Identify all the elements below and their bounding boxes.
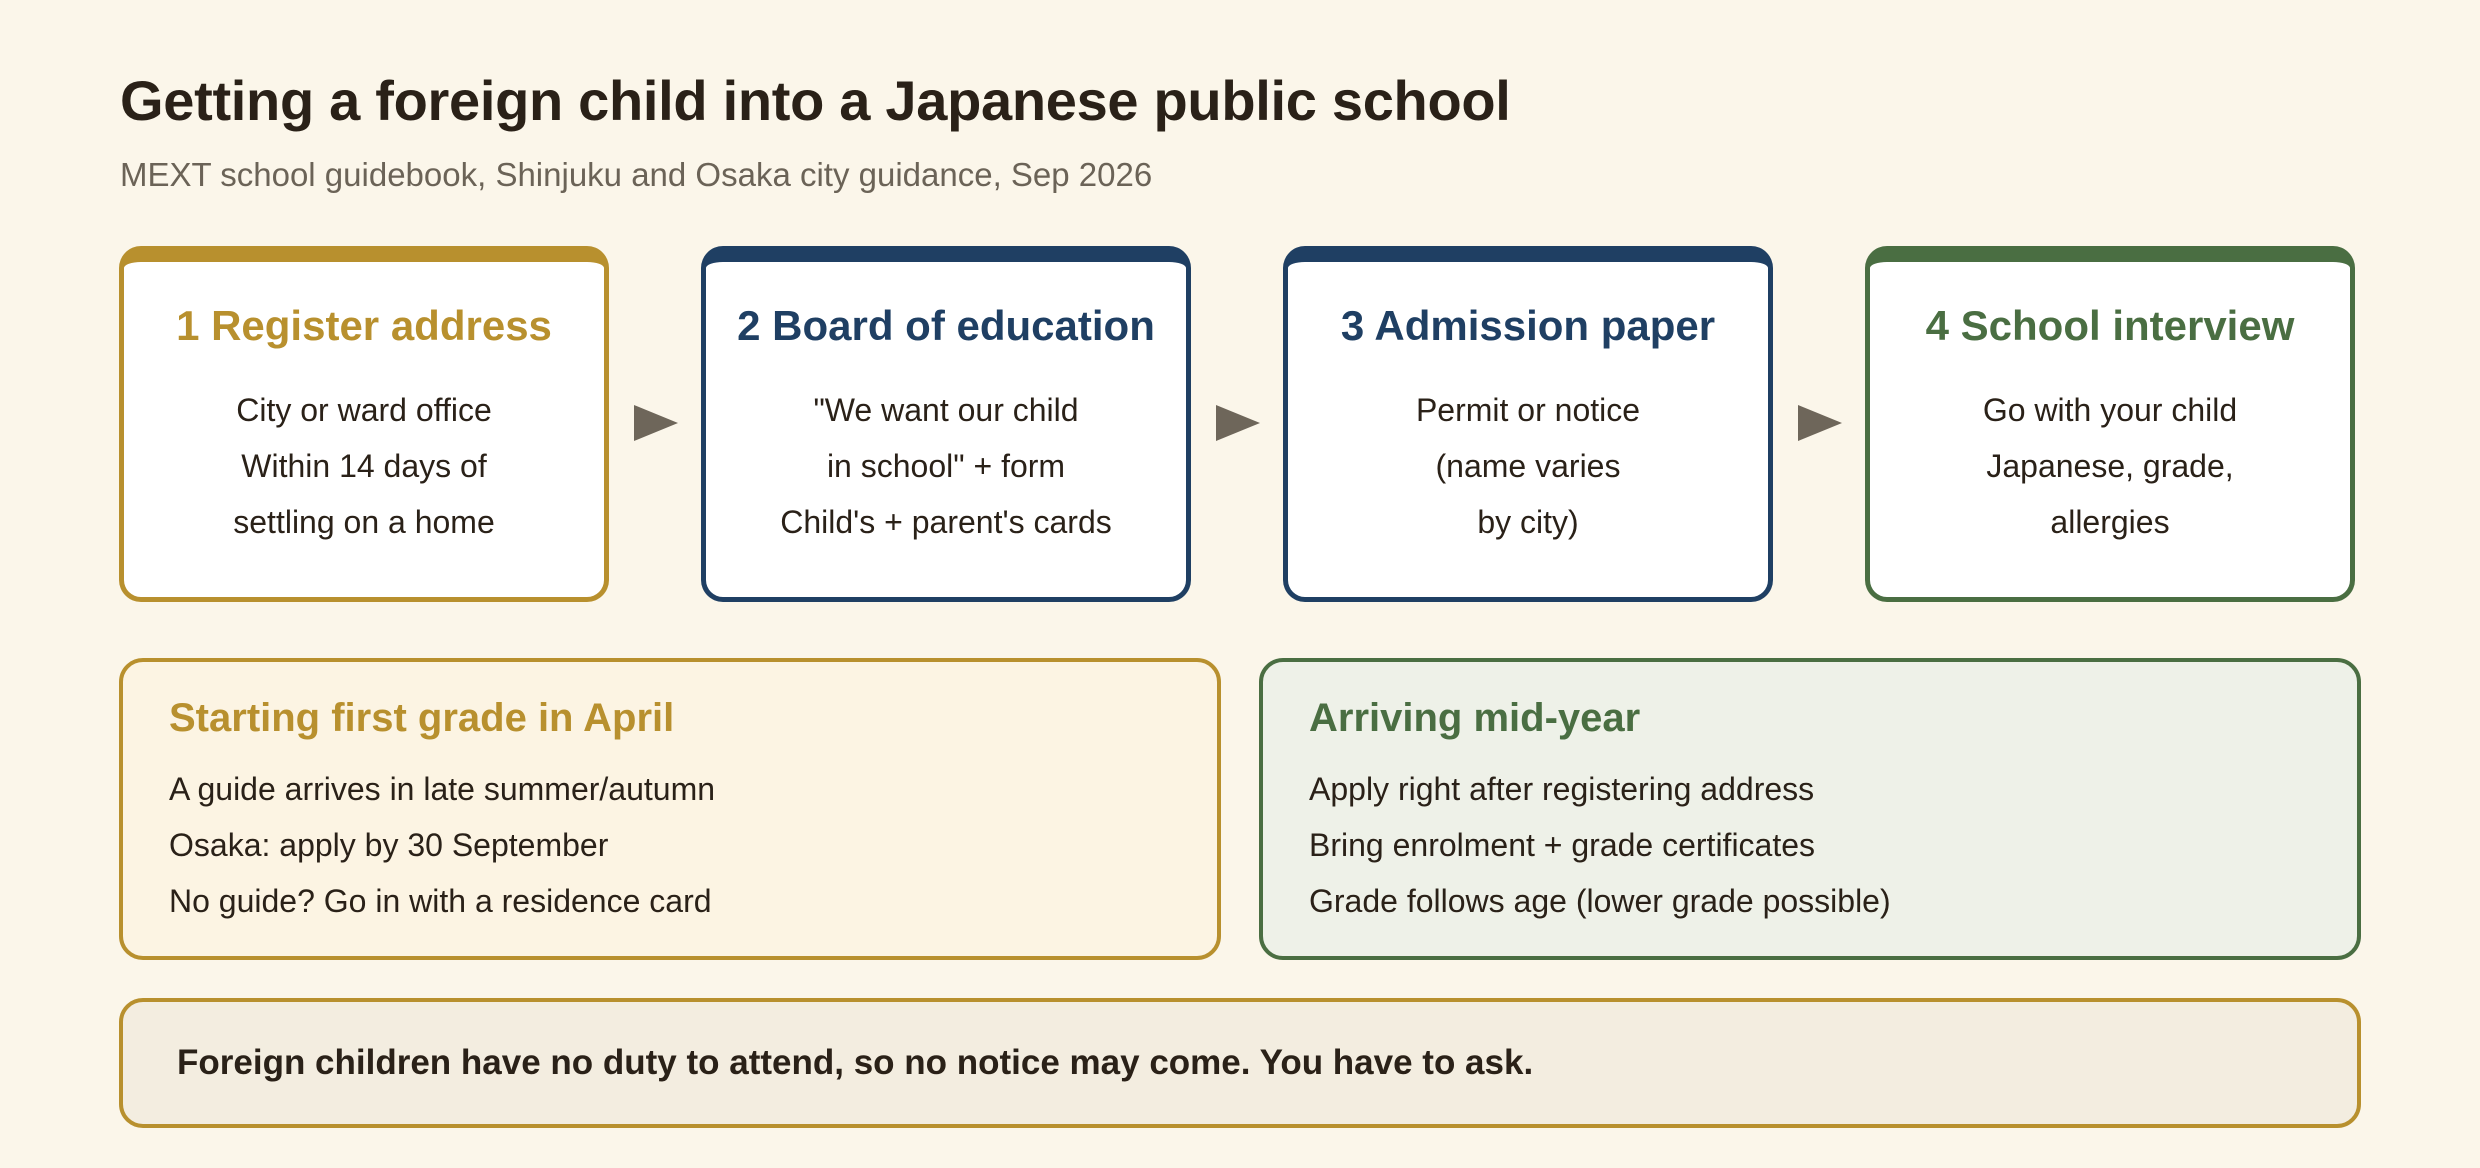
page-subtitle: MEXT school guidebook, Shinjuku and Osaka city guidance, Sep 2026 bbox=[120, 156, 1153, 193]
panel-item: Grade follows age (lower grade possible) bbox=[1309, 883, 1891, 919]
callout-note bbox=[119, 998, 2361, 1128]
step-detail: Child's + parent's cards bbox=[780, 504, 1112, 540]
step-detail: settling on a home bbox=[233, 504, 495, 540]
step-title: 4 School interview bbox=[1925, 302, 2295, 349]
step-admission-paper bbox=[1283, 246, 1773, 602]
step-detail: by city) bbox=[1477, 504, 1579, 540]
panel-item: No guide? Go in with a residence card bbox=[169, 883, 712, 919]
step-detail: "We want our child bbox=[813, 392, 1079, 428]
arrow-right-icon bbox=[634, 405, 678, 441]
panel-title: Starting first grade in April bbox=[169, 696, 675, 740]
panel-first-grade-april bbox=[119, 658, 1221, 960]
page-title: Getting a foreign child into a Japanese public school bbox=[120, 69, 1511, 132]
panel-item: Osaka: apply by 30 September bbox=[169, 827, 609, 863]
step-detail: (name varies bbox=[1435, 448, 1621, 484]
step-title: 2 Board of education bbox=[737, 302, 1155, 349]
step-school-interview bbox=[1865, 246, 2355, 602]
panel-arriving-mid-year bbox=[1259, 658, 2361, 960]
panel-item: Apply right after registering address bbox=[1309, 771, 1815, 807]
step-detail: City or ward office bbox=[236, 392, 492, 428]
arrow-right-icon bbox=[1216, 405, 1260, 441]
step-detail: Within 14 days of bbox=[241, 448, 487, 484]
step-title: 3 Admission paper bbox=[1340, 302, 1716, 349]
step-detail: Go with your child bbox=[1982, 392, 2238, 428]
arrow-right-icon bbox=[1798, 405, 1842, 441]
step-register-address bbox=[119, 246, 609, 602]
step-detail: Permit or notice bbox=[1415, 392, 1641, 428]
panel-title: Arriving mid-year bbox=[1309, 696, 1641, 740]
step-detail: in school" + form bbox=[826, 448, 1066, 484]
panel-item: A guide arrives in late summer/autumn bbox=[169, 771, 716, 807]
step-detail: allergies bbox=[2050, 504, 2170, 540]
step-board-of-education bbox=[701, 246, 1191, 602]
step-title: 1 Register address bbox=[176, 302, 552, 349]
panel-item: Bring enrolment + grade certificates bbox=[1309, 827, 1816, 863]
callout-text: Foreign children have no duty to attend, so no notice may come. You have to ask. bbox=[177, 1043, 1534, 1082]
step-detail: Japanese, grade, bbox=[1986, 448, 2234, 484]
